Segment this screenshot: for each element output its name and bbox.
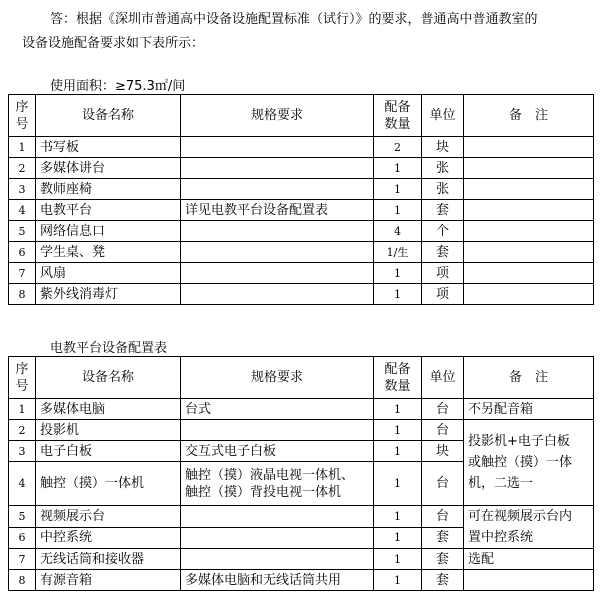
table-row: 1 多媒体电脑 台式 1 台 不另配音箱 (9, 399, 594, 420)
note-cell (464, 570, 594, 591)
table-row: 2 多媒体讲台 1 张 (9, 158, 594, 179)
table-row: 4 电教平台 详见电教平台设备配置表 1 套 (9, 200, 594, 221)
header-spec: 规格要求 (181, 357, 374, 399)
header-note: 备 注 (464, 357, 594, 399)
header-unit: 单位 (422, 95, 464, 137)
header-unit: 单位 (422, 357, 464, 399)
table1-caption: 使用面积：≥75.3㎡/间 (50, 79, 186, 94)
table2-caption: 电教平台设备配置表 (50, 341, 168, 356)
note-cell: 选配 (464, 549, 594, 570)
header-name: 设备名称 (36, 357, 181, 399)
table-row: 3 电子白板 交互式电子白板 1 块 (9, 441, 594, 462)
table-row: 6 学生桌、凳 1/生 套 (9, 242, 594, 263)
intro-line-1: 答：根据《深圳市普通高中设备设施配置标准（试行）》的要求，普通高中普通教室的 (50, 12, 538, 27)
header-seq: 序 号 (9, 95, 36, 137)
av-platform-table (8, 356, 594, 591)
note-cell-merged: 投影机+电子白板 或触控（摸）一体 机，二选一 (464, 420, 594, 506)
table-row: 4 触控（摸）一体机 触控（摸）液晶电视一体机、 触控（摸）背投电视一体机 1 台 (9, 462, 594, 506)
note-cell: 不另配音箱 (464, 399, 594, 420)
table-row: 6 中控系统 1 套 (9, 527, 594, 549)
note-cell-merged: 可在视频展示台内 置中控系统 (464, 506, 594, 549)
table-row: 7 风扇 1 项 (9, 263, 594, 284)
classroom-equipment-table (8, 94, 594, 305)
table-row: 5 网络信息口 4 个 (9, 221, 594, 242)
header-note: 备 注 (464, 95, 594, 137)
table-row: 7 无线话筒和接收器 1 套 选配 (9, 549, 594, 570)
intro-line-2: 设备设施配备要求如下表所示： (22, 36, 205, 51)
table-row: 1 书写板 2 块 (9, 137, 594, 158)
table-row: 3 教师座椅 1 张 (9, 179, 594, 200)
header-qty: 配备 数量 (374, 357, 422, 399)
table1-header-row (9, 95, 594, 137)
table-row: 8 紫外线消毒灯 1 项 (9, 284, 594, 305)
header-qty: 配备 数量 (374, 95, 422, 137)
header-seq: 序 号 (9, 357, 36, 399)
header-name: 设备名称 (36, 95, 181, 137)
table2-header-row (9, 357, 594, 399)
header-spec: 规格要求 (181, 95, 374, 137)
table-row: 8 有源音箱 多媒体电脑和无线话筒共用 1 套 (9, 570, 594, 591)
table-row: 5 视频展示台 1 台 可在视频展示台内 置中控系统 (9, 506, 594, 528)
intro-paragraph (22, 8, 592, 56)
table-row: 2 投影机 1 台 投影机+电子白板 或触控（摸）一体 机，二选一 (9, 420, 594, 441)
